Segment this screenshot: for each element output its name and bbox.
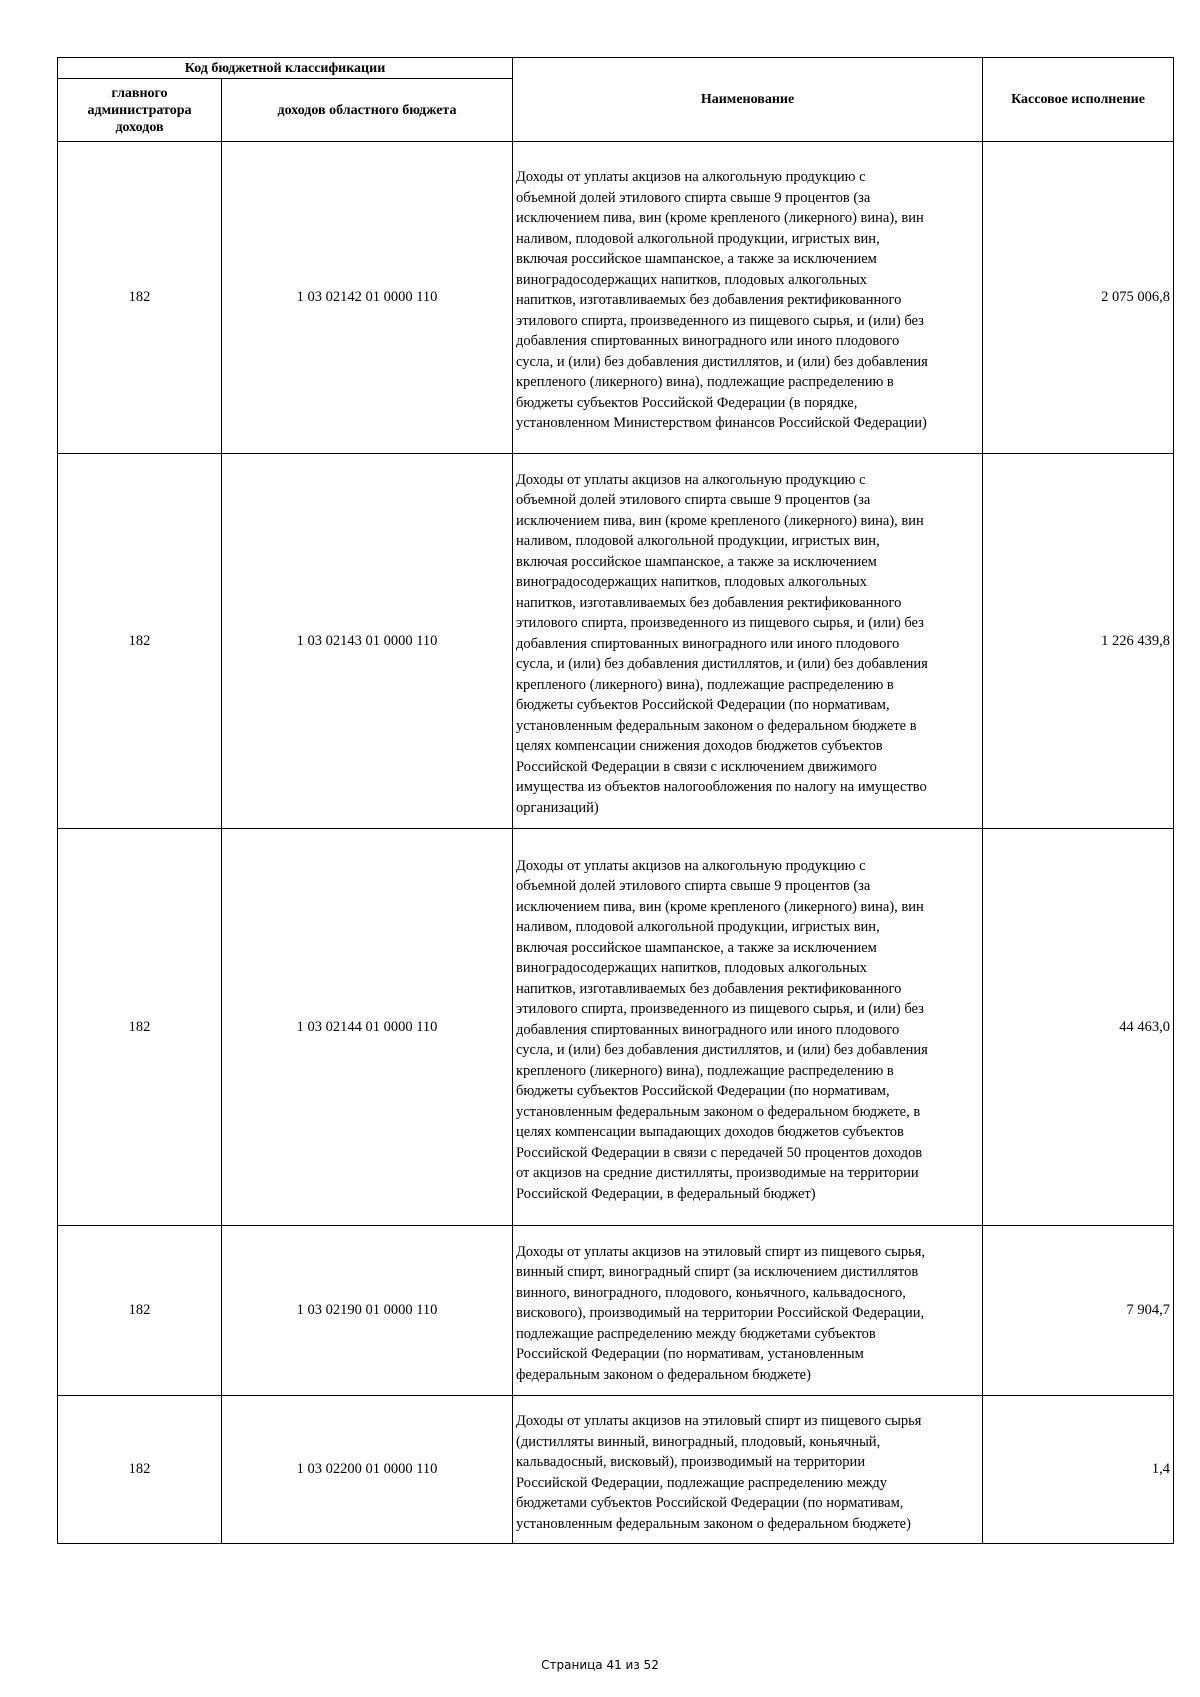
income-code-cell: 1 03 02143 01 0000 110 xyxy=(222,454,513,829)
header-name: Наименование xyxy=(513,58,983,142)
income-name-cell: Доходы от уплаты акцизов на этиловый спирт из пищевого сырья, винный спирт, виноградный спирт (за исключением дистиллятов винного, виноградного, плодового, коньячного, кальвадосного, вискового), производимый на территории Российской Федерации, подлежащие распределению между бюджетами субъектов Российской Федерации (по нормативам, установленным федеральным законом о федеральном бюджете) xyxy=(513,1226,983,1396)
amount-cell: 44 463,0 xyxy=(983,829,1174,1226)
budget-table xyxy=(57,57,1174,1544)
table-row xyxy=(58,1226,1174,1396)
amount-cell: 1 226 439,8 xyxy=(983,454,1174,829)
admin-code-cell: 182 xyxy=(58,1226,222,1396)
table-row xyxy=(58,454,1174,829)
admin-code-cell: 182 xyxy=(58,1396,222,1544)
table-row xyxy=(58,1396,1174,1544)
admin-code-cell: 182 xyxy=(58,454,222,829)
income-name-cell: Доходы от уплаты акцизов на алкогольную продукцию с объемной долей этилового спирта свыше 9 процентов (за исключением пива, вин (кроме крепленого (ликерного) вина), вин наливом, плодовой алкогольной продукции, игристых вин, включая российское шампанское, а также за исключением виноградосодержащих напитков, плодовых алкогольных напитков, изготавливаемых без добавления ректификованного этилового спирта, произведенного из пищевого сырья, и (или) без добавления спиртованных виноградного или иного плодового сусла, и (или) без добавления дистиллятов, и (или) без добавления крепленого (ликерного) вина), подлежащие распределению в бюджеты субъектов Российской Федерации (по нормативам, установленным федеральным законом о федеральном бюджете в целях компенсации снижения доходов бюджетов субъектов Российской Федерации в связи с исключением движимого имущества из объектов налогообложения по налогу на имущество организаций) xyxy=(513,454,983,829)
admin-code-cell: 182 xyxy=(58,829,222,1226)
page-number: Страница 41 из 52 xyxy=(541,1658,659,1672)
table-row xyxy=(58,829,1174,1226)
amount-cell: 7 904,7 xyxy=(983,1226,1174,1396)
amount-cell: 2 075 006,8 xyxy=(983,142,1174,454)
income-code-cell: 1 03 02144 01 0000 110 xyxy=(222,829,513,1226)
income-code-cell: 1 03 02200 01 0000 110 xyxy=(222,1396,513,1544)
header-code: доходов областного бюджета xyxy=(222,79,513,142)
income-name-cell: Доходы от уплаты акцизов на алкогольную продукцию с объемной долей этилового спирта свыше 9 процентов (за исключением пива, вин (кроме крепленого (ликерного) вина), вин наливом, плодовой алкогольной продукции, игристых вин, включая российское шампанское, а также за исключением виноградосодержащих напитков, плодовых алкогольных напитков, изготавливаемых без добавления ректификованного этилового спирта, произведенного из пищевого сырья, и (или) без добавления спиртованных виноградного или иного плодового сусла, и (или) без добавления дистиллятов, и (или) без добавления крепленого (ликерного) вина), подлежащие распределению в бюджеты субъектов Российской Федерации (по нормативам, установленным федеральным законом о федеральном бюджете, в целях компенсации выпадающих доходов бюджетов субъектов Российской Федерации в связи с передачей 50 процентов доходов от акцизов на средние дистилляты, производимые на территории Российской Федерации, в федеральный бюджет) xyxy=(513,829,983,1226)
income-code-cell: 1 03 02190 01 0000 110 xyxy=(222,1226,513,1396)
income-name-cell: Доходы от уплаты акцизов на этиловый спирт из пищевого сырья (дистилляты винный, виноградный, плодовый, коньячный, кальвадосный, висковый), производимый на территории Российской Федерации, подлежащие распределению между бюджетами субъектов Российской Федерации (по нормативам, установленным федеральным законом о федеральном бюджете) xyxy=(513,1396,983,1544)
header-budget-classification: Код бюджетной классификации xyxy=(58,58,513,79)
table-row xyxy=(58,142,1174,454)
income-name-cell: Доходы от уплаты акцизов на алкогольную продукцию с объемной долей этилового спирта свыше 9 процентов (за исключением пива, вин (кроме крепленого (ликерного) вина), вин наливом, плодовой алкогольной продукции, игристых вин, включая российское шампанское, а также за исключением виноградосодержащих напитков, плодовых алкогольных напитков, изготавливаемых без добавления ректификованного этилового спирта, произведенного из пищевого сырья, и (или) без добавления спиртованных виноградного или иного плодового сусла, и (или) без добавления дистиллятов, и (или) без добавления крепленого (ликерного) вина), подлежащие распределению в бюджеты субъектов Российской Федерации (в порядке, установленном Министерством финансов Российской Федерации) xyxy=(513,142,983,454)
header-amount: Кассовое исполнение xyxy=(983,58,1174,142)
amount-cell: 1,4 xyxy=(983,1396,1174,1544)
admin-code-cell: 182 xyxy=(58,142,222,454)
income-code-cell: 1 03 02142 01 0000 110 xyxy=(222,142,513,454)
header-admin: главного администратора доходов xyxy=(58,79,222,142)
